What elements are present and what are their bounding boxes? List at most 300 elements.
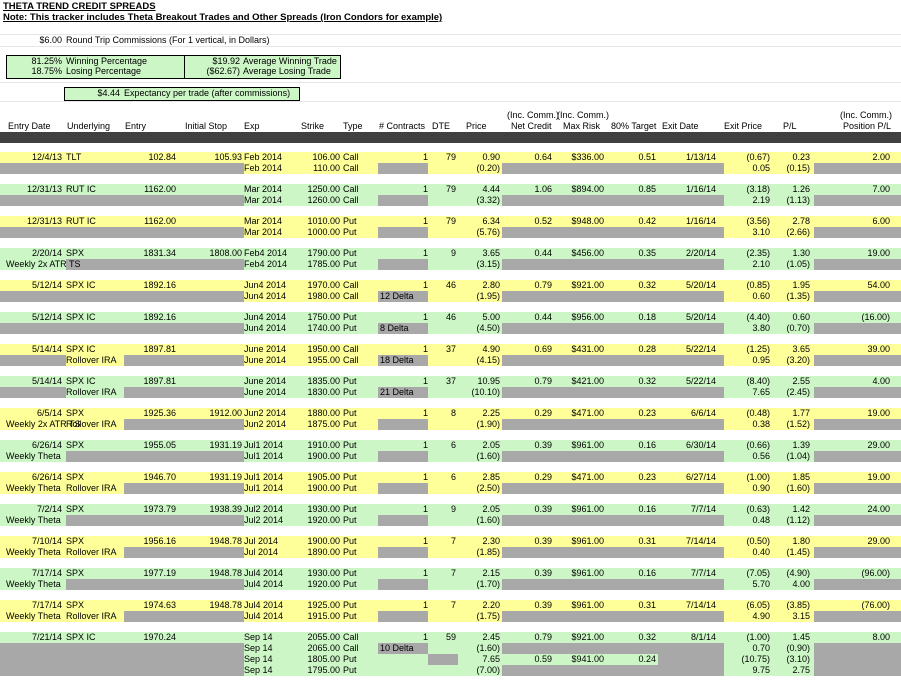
underlying: Rollover IRA — [66, 355, 117, 365]
net-credit: 0.29 — [534, 472, 552, 482]
exit-date: 1/16/14 — [685, 216, 716, 226]
underlying: SPX IC — [66, 376, 96, 386]
pl: (1.35) — [786, 291, 810, 301]
avg-win-label: Average Winning Trade — [243, 56, 337, 66]
exit-price: 9.75 — [752, 665, 770, 675]
price: 2.20 — [482, 600, 500, 610]
empty-cell — [814, 547, 901, 558]
contracts: 1 — [422, 472, 428, 482]
underlying: SPX — [66, 600, 85, 610]
price: (1.75) — [476, 611, 500, 621]
max-risk: $961.00 — [571, 536, 604, 546]
dte: 37 — [445, 344, 456, 354]
column-header-entry: Entry — [125, 121, 147, 131]
target: 0.85 — [638, 184, 656, 194]
entry-date: 7/10/14 — [31, 536, 62, 546]
position-pl: 24.00 — [867, 504, 890, 514]
exit-date: 2/20/14 — [685, 248, 716, 258]
option-type: Put — [343, 451, 357, 461]
exit-price: 0.56 — [752, 451, 770, 461]
pl: 3.15 — [792, 611, 810, 621]
empty-cell — [0, 665, 244, 676]
contracts: 1 — [422, 216, 428, 226]
pl: (0.70) — [786, 323, 810, 333]
target: 0.51 — [638, 152, 656, 162]
exit-price: 0.95 — [752, 355, 770, 365]
contracts-cell — [378, 483, 428, 494]
entry-date: 5/12/14 — [31, 280, 62, 290]
max-risk: $961.00 — [571, 504, 604, 514]
column-header-dte: DTE — [432, 121, 450, 131]
expectancy-label: Expectancy per trade (after commissions) — [124, 88, 291, 98]
exit-price: 2.19 — [752, 195, 770, 205]
empty-cell — [124, 387, 244, 398]
column-header-entry-date: Entry Date — [8, 121, 51, 131]
empty-cell — [502, 163, 724, 174]
max-risk: $336.00 — [571, 152, 604, 162]
entry-price: 1162.00 — [144, 216, 176, 226]
option-type: Call — [343, 280, 359, 290]
position-pl: (76.00) — [861, 600, 890, 610]
header-divider — [0, 132, 901, 143]
entry-price: 1897.81 — [143, 376, 176, 386]
exit-date: 5/20/14 — [685, 280, 716, 290]
entry-date: 5/14/14 — [31, 344, 62, 354]
exit-price: (0.63) — [746, 504, 770, 514]
contracts: 1 — [422, 536, 428, 546]
empty-cell — [658, 654, 724, 665]
net-credit: 0.69 — [534, 344, 552, 354]
net-credit: 0.79 — [534, 280, 552, 290]
dte: 79 — [445, 184, 456, 194]
option-type: Put — [343, 408, 357, 418]
strike: 1970.00 — [307, 280, 340, 290]
option-type: Call — [343, 291, 359, 301]
expiration: June 2014 — [244, 376, 287, 386]
pl: 1.39 — [792, 440, 810, 450]
max-risk: $431.00 — [571, 344, 604, 354]
position-pl: 19.00 — [867, 472, 890, 482]
option-type: Put — [343, 579, 357, 589]
position-pl: (96.00) — [861, 568, 890, 578]
entry-price: 1892.16 — [143, 280, 176, 290]
net-credit: 0.44 — [534, 312, 552, 322]
net-credit: 0.52 — [534, 216, 552, 226]
position-pl: 19.00 — [867, 408, 890, 418]
empty-cell — [0, 387, 66, 398]
underlying: SPX — [66, 568, 85, 578]
max-risk: $921.00 — [571, 632, 604, 642]
price: (4.15) — [476, 355, 500, 365]
expiration: Jul1 2014 — [244, 483, 284, 493]
empty-cell — [502, 451, 724, 462]
empty-cell — [814, 323, 901, 334]
net-credit: 0.79 — [534, 376, 552, 386]
commission-label: Round Trip Commissions (For 1 vertical, in Dollars) — [66, 35, 270, 45]
pl: 4.00 — [792, 579, 810, 589]
entry-date: Weekly Theta — [6, 483, 61, 493]
exit-date: 1/16/14 — [685, 184, 716, 194]
exit-price: 5.70 — [752, 579, 770, 589]
strike: 1905.00 — [307, 472, 340, 482]
exit-date: 8/1/14 — [690, 632, 716, 642]
strike: 1000.00 — [307, 227, 340, 237]
option-type: Put — [343, 216, 357, 226]
initial-stop: 105.93 — [214, 152, 242, 162]
lose-percentage-label: Losing Percentage — [66, 66, 142, 76]
underlying: Rollover IRA — [66, 387, 117, 397]
strike: 1900.00 — [307, 536, 340, 546]
price: 3.65 — [482, 248, 500, 258]
price: (3.15) — [476, 259, 500, 269]
pl: (2.45) — [786, 387, 810, 397]
pl: (1.13) — [786, 195, 810, 205]
price: 2.85 — [482, 472, 500, 482]
net-credit: 0.39 — [534, 568, 552, 578]
target: 0.16 — [638, 504, 656, 514]
target: 0.16 — [638, 440, 656, 450]
empty-cell — [124, 483, 244, 494]
empty-cell — [814, 665, 901, 676]
contracts: 1 — [422, 152, 428, 162]
expiration: Jul1 2014 — [244, 440, 284, 450]
empty-cell — [502, 665, 724, 676]
pl: (1.05) — [786, 259, 810, 269]
exit-date: 6/6/14 — [690, 408, 716, 418]
entry-date: Weekly Theta — [6, 451, 61, 461]
max-risk: $471.00 — [571, 408, 604, 418]
price: (1.70) — [476, 579, 500, 589]
expiration: Jun4 2014 — [244, 291, 287, 301]
empty-cell — [0, 195, 244, 206]
net-credit: 0.64 — [534, 152, 552, 162]
option-type: Put — [343, 600, 357, 610]
expiration: Jul4 2014 — [244, 579, 284, 589]
exit-date: 7/14/14 — [685, 600, 716, 610]
strike: 1955.00 — [307, 355, 340, 365]
initial-stop: 1938.39 — [209, 504, 242, 514]
contracts: 1 — [422, 504, 428, 514]
exit-price: (8.40) — [746, 376, 770, 386]
empty-cell — [814, 163, 901, 174]
column-header-exit-date: Exit Date — [662, 121, 699, 131]
max-risk: $956.00 — [571, 312, 604, 322]
option-type: Put — [343, 483, 357, 493]
contracts-cell — [378, 451, 428, 462]
position-pl: 39.00 — [867, 344, 890, 354]
expiration: Jul4 2014 — [244, 611, 284, 621]
position-pl: 29.00 — [867, 536, 890, 546]
empty-cell — [502, 515, 724, 526]
empty-cell — [0, 654, 244, 665]
win-percentage-label: Winning Percentage — [66, 56, 148, 66]
max-risk: $456.00 — [571, 248, 604, 258]
option-type: Put — [343, 419, 357, 429]
pl: (0.15) — [786, 163, 810, 173]
delta-note: 10 Delta — [380, 643, 414, 653]
contracts: 1 — [422, 600, 428, 610]
underlying: SPX IC — [66, 312, 96, 322]
entry-date: 7/21/14 — [31, 632, 62, 642]
expiration: June 2014 — [244, 344, 287, 354]
dte: 9 — [450, 504, 456, 514]
dte: 6 — [450, 440, 456, 450]
empty-cell — [814, 291, 901, 302]
initial-stop: 1808.00 — [209, 248, 242, 258]
dte: 7 — [450, 600, 456, 610]
price: 2.25 — [482, 408, 500, 418]
pl: 2.75 — [792, 665, 810, 675]
price: (2.50) — [476, 483, 500, 493]
empty-cell — [814, 387, 901, 398]
empty-cell — [814, 355, 901, 366]
avg-win: $19.92 — [212, 56, 240, 66]
pl: (1.04) — [786, 451, 810, 461]
entry-date: 7/17/14 — [31, 568, 62, 578]
entry-date: 2/20/14 — [31, 248, 62, 258]
empty-cell — [0, 643, 244, 654]
price: 7.65 — [482, 654, 500, 664]
pl: (3.10) — [786, 654, 810, 664]
column-header-position-pl: Position P/L — [843, 121, 892, 131]
contracts: 1 — [422, 568, 428, 578]
price: (1.95) — [476, 291, 500, 301]
net-credit: 0.59 — [534, 654, 552, 664]
position-pl: 8.00 — [872, 632, 890, 642]
column-header-price: Price — [466, 121, 487, 131]
option-type: Put — [343, 312, 357, 322]
price: 2.15 — [482, 568, 500, 578]
empty-cell — [502, 259, 724, 270]
delta-note: 21 Delta — [380, 387, 414, 397]
empty-cell — [502, 291, 724, 302]
strike: 1010.00 — [307, 216, 340, 226]
expiration: Jul4 2014 — [244, 600, 284, 610]
strike: 1915.00 — [307, 611, 340, 621]
initial-stop: 1912.00 — [209, 408, 242, 418]
exit-price: (1.00) — [746, 472, 770, 482]
exit-date: 6/27/14 — [685, 472, 716, 482]
exit-price: 0.60 — [752, 291, 770, 301]
option-type: Put — [343, 665, 357, 675]
strike: 1795.00 — [307, 665, 340, 675]
contracts-cell — [378, 547, 428, 558]
empty-cell — [502, 547, 724, 558]
net-credit: 0.39 — [534, 504, 552, 514]
empty-cell — [0, 227, 244, 238]
expiration: June 2014 — [244, 387, 287, 397]
expiration: Jun4 2014 — [244, 312, 287, 322]
exit-price: (1.25) — [746, 344, 770, 354]
underlying: SPX — [66, 440, 85, 450]
dte: 79 — [445, 216, 456, 226]
empty-cell — [502, 483, 724, 494]
strike: 1890.00 — [307, 547, 340, 557]
initial-stop: 1948.78 — [209, 536, 242, 546]
underlying: TLT — [66, 152, 82, 162]
underlying: SPX IC — [66, 632, 96, 642]
net-credit: 0.29 — [534, 408, 552, 418]
position-pl: 2.00 — [872, 152, 890, 162]
price: 5.00 — [482, 312, 500, 322]
option-type: Put — [343, 515, 357, 525]
contracts: 1 — [422, 632, 428, 642]
sheet-title: THETA TREND CREDIT SPREADS — [3, 1, 156, 12]
exit-price: (3.18) — [746, 184, 770, 194]
win-percentage: 81.25% — [31, 56, 62, 66]
entry-price: 1925.36 — [143, 408, 176, 418]
empty-cell — [428, 654, 458, 665]
empty-cell — [502, 323, 724, 334]
empty-cell — [814, 654, 901, 665]
strike: 1920.00 — [307, 579, 340, 589]
net-credit: 0.79 — [534, 632, 552, 642]
position-pl: 4.00 — [872, 376, 890, 386]
target: 0.35 — [638, 248, 656, 258]
exit-price: 0.38 — [752, 419, 770, 429]
exit-price: 4.90 — [752, 611, 770, 621]
option-type: Call — [343, 643, 359, 653]
position-pl: 54.00 — [867, 280, 890, 290]
entry-price: 1956.16 — [143, 536, 176, 546]
exit-date: 7/14/14 — [685, 536, 716, 546]
empty-cell — [502, 387, 724, 398]
pl: 2.78 — [792, 216, 810, 226]
pl: 0.60 — [792, 312, 810, 322]
pl: 1.95 — [792, 280, 810, 290]
exit-price: (0.66) — [746, 440, 770, 450]
underlying: Rollover IRA — [66, 419, 117, 429]
expiration: Jul 2014 — [244, 536, 279, 546]
option-type: Put — [343, 547, 357, 557]
entry-price: 1974.63 — [143, 600, 176, 610]
max-risk: $961.00 — [571, 440, 604, 450]
pl: (2.66) — [786, 227, 810, 237]
empty-cell — [124, 547, 244, 558]
column-header-exp: Exp — [244, 121, 260, 131]
option-type: Put — [343, 323, 357, 333]
exit-date: 7/7/14 — [690, 568, 716, 578]
pl: (1.52) — [786, 419, 810, 429]
underlying: SPX IC — [66, 344, 96, 354]
strike: 1250.00 — [307, 184, 340, 194]
exit-price: (10.75) — [741, 654, 770, 664]
column-header-pl: P/L — [783, 121, 797, 131]
price: 10.95 — [477, 376, 500, 386]
target: 0.18 — [638, 312, 656, 322]
strike: 1740.00 — [307, 323, 340, 333]
net-credit: 0.39 — [534, 536, 552, 546]
price: (1.85) — [476, 547, 500, 557]
contracts-cell — [378, 515, 428, 526]
contracts-cell — [378, 579, 428, 590]
dte: 37 — [445, 376, 456, 386]
entry-price: 1946.70 — [143, 472, 176, 482]
strike: 1880.00 — [307, 408, 340, 418]
position-pl: 29.00 — [867, 440, 890, 450]
option-type: Call — [343, 195, 359, 205]
column-header-net-credit: Net Credit — [511, 121, 552, 131]
strike: 2055.00 — [307, 632, 340, 642]
price: (5.76) — [476, 227, 500, 237]
price: (4.50) — [476, 323, 500, 333]
target: 0.23 — [638, 408, 656, 418]
option-type: Put — [343, 387, 357, 397]
target: 0.24 — [638, 654, 656, 664]
exit-price: (0.50) — [746, 536, 770, 546]
initial-stop: 1931.19 — [209, 472, 242, 482]
contracts-cell — [378, 611, 428, 622]
pl: 1.26 — [792, 184, 810, 194]
column-header-type: Type — [343, 121, 363, 131]
entry-price: 102.84 — [148, 152, 176, 162]
empty-cell — [814, 259, 901, 270]
exit-date: 5/20/14 — [685, 312, 716, 322]
underlying: SPX — [66, 248, 85, 258]
position-pl: 7.00 — [872, 184, 890, 194]
empty-cell — [814, 195, 901, 206]
pl: 2.55 — [792, 376, 810, 386]
empty-cell — [502, 195, 724, 206]
net-credit: 0.39 — [534, 600, 552, 610]
expiration: Sep 14 — [244, 665, 273, 675]
exit-price: 3.80 — [752, 323, 770, 333]
max-risk: $961.00 — [571, 600, 604, 610]
price: 6.34 — [482, 216, 500, 226]
initial-stop: 1948.78 — [209, 600, 242, 610]
option-type: Put — [343, 259, 357, 269]
delta-note: 12 Delta — [380, 291, 414, 301]
entry-price: 1162.00 — [144, 184, 176, 194]
option-type: Call — [343, 344, 359, 354]
column-header-underlying: Underlying — [67, 121, 111, 131]
strike: 1920.00 — [307, 515, 340, 525]
empty-cell — [502, 579, 724, 590]
contracts: 1 — [422, 184, 428, 194]
exit-price: (0.85) — [746, 280, 770, 290]
target: 0.31 — [638, 600, 656, 610]
target: 0.32 — [638, 632, 656, 642]
expiration: Mar 2014 — [244, 227, 283, 237]
entry-price: 1973.79 — [143, 504, 176, 514]
position-pl: 19.00 — [867, 248, 890, 258]
contracts: 1 — [422, 376, 428, 386]
option-type: Put — [343, 654, 357, 664]
price: (1.60) — [476, 451, 500, 461]
empty-cell — [814, 579, 901, 590]
exit-price: 0.40 — [752, 547, 770, 557]
price: 2.45 — [482, 632, 500, 642]
price: (7.00) — [476, 665, 500, 675]
expiration: Jul2 2014 — [244, 504, 284, 514]
expiration: Sep 14 — [244, 654, 273, 664]
underlying: SPX — [66, 472, 85, 482]
entry-date: 7/17/14 — [31, 600, 62, 610]
pl: 1.42 — [792, 504, 810, 514]
delta-note: 18 Delta — [380, 355, 414, 365]
entry-price: 1892.16 — [143, 312, 176, 322]
price: 2.05 — [482, 504, 500, 514]
entry-date: Weekly 2x ATR TS — [6, 419, 81, 429]
empty-cell — [502, 611, 724, 622]
max-risk: $961.00 — [571, 568, 604, 578]
contracts-cell — [378, 195, 428, 206]
inc-comm-1: (Inc. Comm.) — [507, 110, 560, 120]
underlying: SPX — [66, 504, 85, 514]
strike: 2065.00 — [307, 643, 340, 653]
empty-cell — [124, 355, 244, 366]
exit-price: 0.48 — [752, 515, 770, 525]
